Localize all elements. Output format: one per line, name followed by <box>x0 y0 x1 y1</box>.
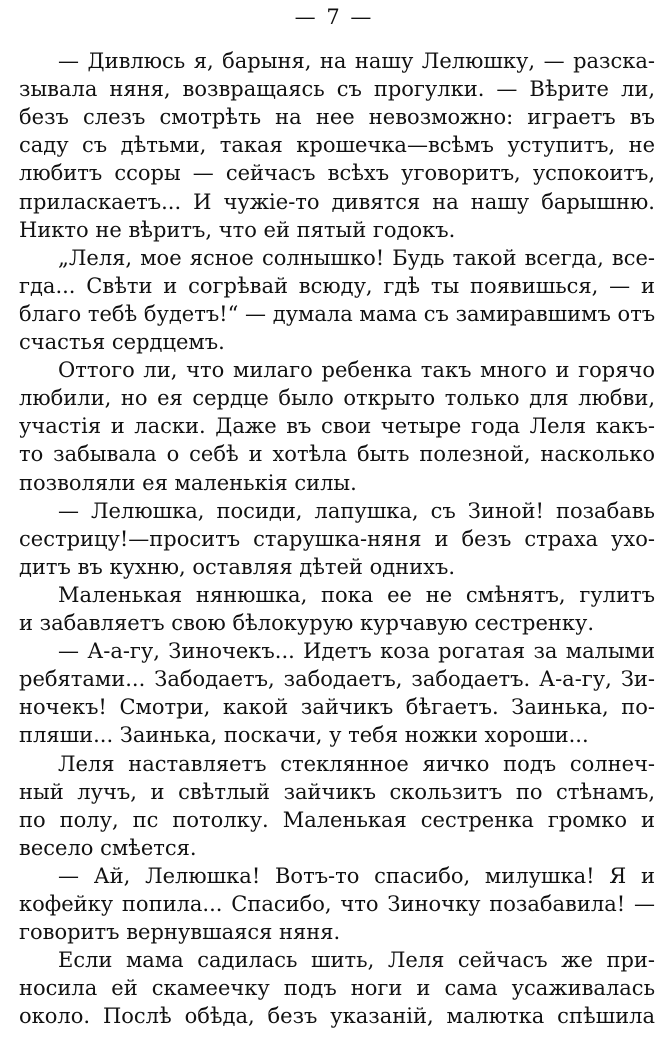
text-line: безъ слезъ смотрѣть на нее невозможно: играетъ въ <box>19 105 655 130</box>
text-line: благо тебѣ будетъ!“ — думала мама съ замиравшимъ отъ <box>19 301 656 326</box>
text-line: участія и ласки. Даже въ свои четыре года Леля какъ- <box>19 414 655 439</box>
text-line: — Дивлюсь я, барыня, на нашу Лелюшку, — разска- <box>58 49 655 73</box>
text-line: кофейку попила... Спасибо, что Зиночку позабавила! — <box>19 892 655 916</box>
text-line: Никто не вѣритъ, что ей пятый годокъ. <box>19 217 456 242</box>
text-line: и забавляетъ свою бѣлокурую курчавую сестренку. <box>19 611 595 635</box>
text-line: около. Послѣ обѣда, безъ указаній, малютка спѣшила <box>19 1004 655 1029</box>
text-line: позволяли ея маленькія силы. <box>19 470 357 495</box>
text-line: Маленькая нянюшка, пока ее не смѣнятъ, гулитъ <box>58 582 655 607</box>
text-line: счастья сердцемъ. <box>19 330 225 354</box>
text-line: по полу, пс потолку. Маленькая сестренка громко и <box>19 807 655 832</box>
page-number: — 7 — <box>294 5 374 29</box>
text-line: гда... Свѣти и согрѣвай всюду, гдѣ ты появишься, — и <box>19 273 655 298</box>
text-line: сестрицу!—проситъ старушка-няня и безъ страха ухо- <box>19 526 655 551</box>
text-line: ный лучъ, и свѣтлый зайчикъ скользитъ по стѣнамъ, <box>19 779 655 804</box>
text-line: дитъ въ кухню, оставляя дѣтей однихъ. <box>19 554 456 579</box>
text-line: то забывала о себѣ и хотѣла быть полезной, насколько <box>19 442 655 467</box>
text-line: весело смѣется. <box>19 835 197 860</box>
text-line: Если мама садилась шить, Леля сейчасъ же при- <box>58 948 655 973</box>
text-line: саду съ дѣтьми, такая крошечка—всѣмъ уступитъ, не <box>19 133 655 158</box>
text-line: — Лелюшка, посиди, лапушка, съ Зиной! позабавь <box>58 498 655 523</box>
text-line: любили, но ея сердце было открыто только для любви, <box>19 386 655 411</box>
text-line: Леля наставляетъ стеклянное яичко подъ солнеч- <box>58 751 655 776</box>
text-line: любитъ ссоры — сейчасъ всѣхъ уговоритъ, успокоитъ, <box>19 161 655 186</box>
text-line: Оттого ли, что милаго ребенка такъ много и горячо <box>58 358 655 383</box>
text-line: — А-а-гу, Зиночекъ... Идетъ коза рогатая за малыми <box>58 639 655 664</box>
text-line: — Ай, Лелюшка! Вотъ-то спасибо, милушка! Я и <box>58 863 655 888</box>
text-line: пляши... Заинька, поскачи, у тебя ножки хороши... <box>19 723 589 748</box>
text-line: приласкаетъ... И чужіе-то дивятся на нашу барышню. <box>19 189 655 214</box>
text-line: зывала няня, возвращаясь съ прогулки. — Вѣрите ли, <box>19 77 655 102</box>
text-line: „Леля, мое ясное солнышко! Будь такой всегда, все- <box>58 245 655 270</box>
text-line: носила ей скамеечку подъ ноги и сама усаживалась <box>19 976 655 1001</box>
text-line: говоритъ вернувшаяся няня. <box>19 920 341 945</box>
text-line: ночекъ! Смотри, какой зайчикъ бѣгаетъ. Заинька, по- <box>19 695 655 720</box>
text-line: ребятами... Забодаетъ, забодаетъ, забодаетъ. А-а-гу, Зи- <box>19 667 655 692</box>
